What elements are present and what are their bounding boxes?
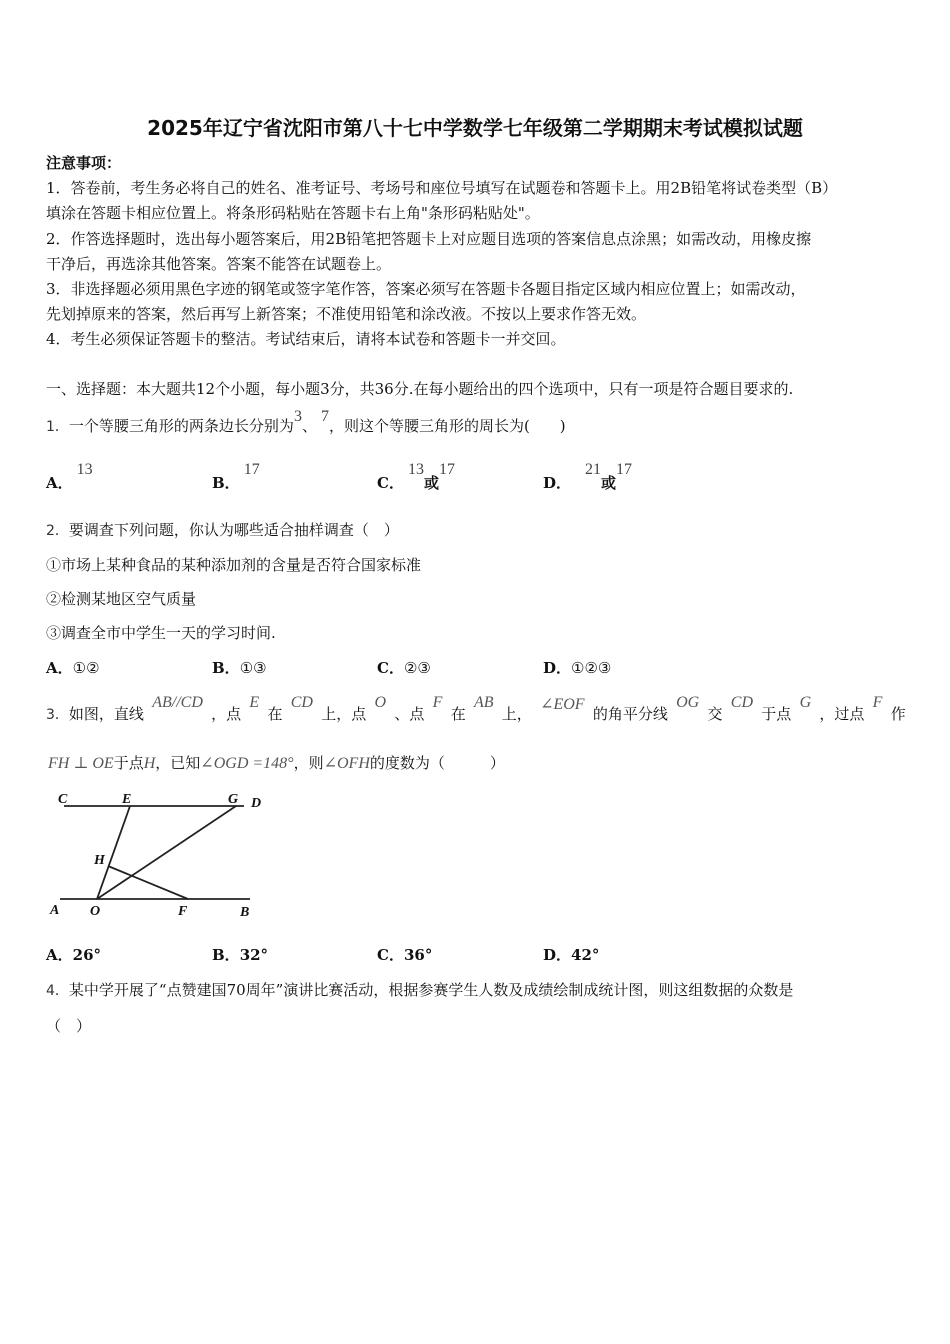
option-value: 17 [243, 461, 260, 478]
math-expr: ∠OGD =148° [200, 755, 294, 772]
geometry-figure [44, 786, 264, 922]
math-expr: CD [730, 694, 754, 711]
option-label: B． [212, 946, 240, 964]
question-text: 的度数为（ ） [369, 754, 505, 772]
label-o: O [90, 904, 101, 919]
label-e: E [122, 792, 132, 807]
option-value: 32° [239, 946, 269, 964]
question-text: 某中学开展了“点赞建国70周年”演讲比赛活动，根据参赛学生人数及成绩绘制成统计图，则这组数据的众数是 [68, 981, 794, 999]
notice-line: 1．答卷前，考生务必将自己的姓名、准考证号、考场号和座位号填写在试题卷和答题卡上。用2B铅笔将试卷类型（B） [46, 179, 838, 197]
question-4 [46, 979, 793, 1000]
label-a: A [50, 903, 60, 918]
option-label: A． [46, 474, 73, 492]
option-label: A． [46, 659, 73, 677]
option-or: 或 [423, 474, 439, 492]
option-value: 13 [76, 461, 93, 478]
option-a[interactable] [46, 944, 101, 965]
label-d: D [251, 796, 262, 811]
option-value: ②③ [403, 659, 431, 677]
option-label: C． [377, 946, 404, 964]
option-b[interactable] [212, 461, 260, 493]
question-text: ，点 [211, 705, 242, 723]
option-c[interactable] [377, 461, 455, 493]
math-expr: AB//CD [152, 694, 203, 711]
question-number: 4． [46, 983, 69, 999]
question-text: ，则这个等腰三角形的周长为( ) [328, 417, 566, 435]
list-item: ①市场上某种食品的某种添加剂的含量是否符合国家标准 [46, 556, 422, 574]
math-expr: O [374, 694, 387, 711]
question-2 [46, 519, 399, 540]
option-d[interactable] [543, 944, 599, 965]
question-3-line-2 [48, 752, 505, 773]
option-value: 13 [407, 461, 424, 478]
option-c[interactable] [377, 944, 432, 965]
option-label: C． [377, 659, 404, 677]
math-expr: F [872, 694, 883, 711]
option-a[interactable] [46, 461, 93, 493]
question-number: 1． [46, 419, 69, 435]
option-value: 21 [585, 461, 602, 478]
question-text: 的角平分线 [592, 705, 668, 723]
question-text: ，过点 [819, 705, 865, 723]
notice-line: 填涂在答题卡相应位置上。将条形码粘贴在答题卡右上角"条形码粘贴处"。 [46, 204, 540, 222]
option-d[interactable] [543, 461, 633, 493]
math-expr: F [432, 694, 443, 711]
notice-line: 先划掉原来的答案，然后再写上新答案；不准使用铅笔和涂改液。不按以上要求作答无效。 [46, 305, 647, 323]
question-text: 于点 [761, 705, 792, 723]
list-item: ②检测某地区空气质量 [46, 590, 197, 608]
option-label: B． [212, 474, 240, 492]
label-b: B [240, 905, 250, 920]
question-text: 在 [450, 705, 466, 723]
math-expr: CD [290, 694, 313, 711]
math-expr: ∠OFH [323, 755, 370, 772]
list-item: ③调查全市中学生一天的学习时间. [46, 624, 276, 642]
question-text: 于点 [113, 754, 144, 772]
option-value: ①③ [239, 659, 267, 677]
option-value: ①② [72, 659, 100, 677]
notice-line: 4．考生必须保证答题卡的整洁。考试结束后，请将本试卷和答题卡一并交回。 [46, 330, 566, 348]
question-1 [46, 408, 566, 436]
math-value: 3 [293, 408, 302, 425]
question-text: 上， [501, 705, 532, 723]
option-d[interactable] [543, 657, 611, 678]
segment-fh [108, 866, 188, 899]
notice-line: 3．非选择题必须用黑色字迹的钢笔或签字笔作答，答案必须写在答题卡各题目指定区域内相应位置上；如需改动， [46, 280, 806, 298]
math-expr: ∠EOF [540, 696, 585, 713]
question-text: 交 [707, 705, 723, 723]
option-value: 42° [571, 946, 600, 964]
option-label: B． [212, 659, 240, 677]
label-c: C [58, 792, 68, 807]
question-text: 要调查下列问题，你认为哪些适合抽样调查（ ） [68, 521, 399, 539]
option-value: 26° [72, 946, 102, 964]
option-label: D． [543, 474, 572, 492]
segment-og [97, 806, 236, 899]
section-heading: 一、选择题：本大题共12个小题，每小题3分，共36分.在每小题给出的四个选项中，只有一项是符合题目要求的. [46, 380, 794, 398]
option-value: 36° [403, 946, 433, 964]
page-title: 2025年辽宁省沈阳市第八十七中学数学七年级第二学期期末考试模拟试题 [147, 116, 803, 140]
option-value: ①②③ [571, 659, 612, 677]
option-c[interactable] [377, 657, 431, 678]
notice-line: 2．作答选择题时，选出每小题答案后，用2B铅笔把答题卡上对应题目选项的答案信息点涂黑；如需改动，用橡皮擦 [46, 230, 812, 248]
math-expr: G [799, 694, 812, 711]
option-or: 或 [601, 474, 617, 492]
question-text: ，已知 [155, 754, 201, 772]
question-text: 一个等腰三角形的两条边长分别为 [68, 417, 294, 435]
label-h: H [94, 853, 105, 868]
option-value: 17 [616, 461, 633, 478]
question-number: 3． [46, 707, 69, 723]
option-value: 17 [438, 461, 455, 478]
option-label: A． [46, 946, 73, 964]
math-value: 7 [320, 408, 329, 425]
question-text: 、点 [394, 705, 425, 723]
question-text: 在 [267, 705, 283, 723]
math-expr: OG [676, 694, 700, 711]
option-label: D． [543, 659, 572, 677]
notice-line: 干净后，再选涂其他答案。答案不能答在试题卷上。 [46, 255, 392, 273]
label-f: F [178, 904, 188, 919]
notice-heading: 注意事项： [46, 154, 122, 172]
option-a[interactable] [46, 657, 100, 678]
label-g: G [228, 792, 239, 807]
question-text: 如图，直线 [68, 705, 144, 723]
question-text: 作 [890, 705, 906, 723]
option-label: D． [543, 946, 572, 964]
question-3-line-1 [46, 694, 906, 724]
option-b[interactable] [212, 944, 268, 965]
question-text: 上，点 [321, 705, 367, 723]
option-b[interactable] [212, 657, 267, 678]
question-number: 2． [46, 523, 69, 539]
math-expr: E [249, 694, 260, 711]
answer-paren: （ ） [46, 1017, 92, 1035]
question-text: ，则 [293, 754, 324, 772]
math-expr: AB [473, 694, 494, 711]
separator: 、 [301, 417, 317, 435]
option-label: C． [377, 474, 404, 492]
math-expr: FH ⊥ OE [48, 755, 114, 772]
math-expr: H [143, 755, 156, 772]
